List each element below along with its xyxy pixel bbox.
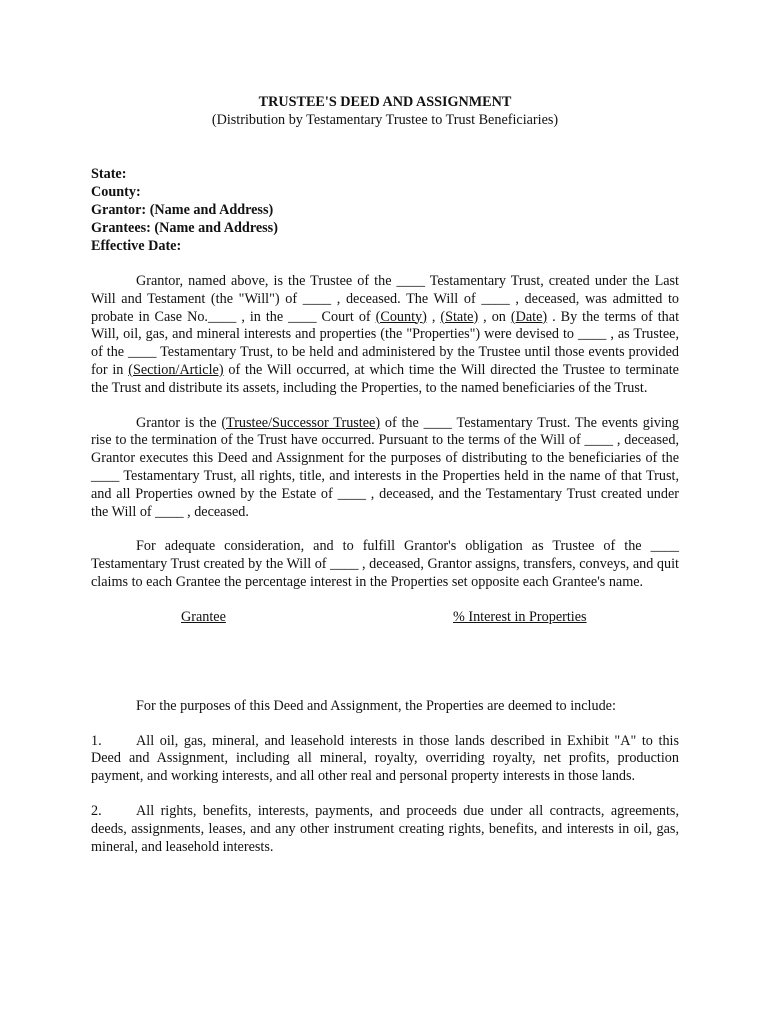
field-county: County: xyxy=(91,184,141,200)
placeholder-state: (State) xyxy=(440,308,479,325)
placeholder-date: (Date) xyxy=(510,308,548,325)
header-fields xyxy=(91,165,679,255)
field-grantees: Grantees: (Name and Address) xyxy=(91,220,278,236)
paragraph-properties-intro: For the purposes of this Deed and Assignment, the Properties are deemed to include: xyxy=(136,697,616,714)
document-subtitle: (Distribution by Testamentary Trustee to Trust Beneficiaries) xyxy=(211,112,559,128)
text-run: Grantor, named above, is the Trustee of the ____ Testamentary Trust, created under the Last Will and Testament (the "Will") of ____ , deceased. The Will of ____ , deceased, was admitted to probate in Case No.____ , in the ____ Court of xyxy=(91,273,679,325)
text-run: of the Will occurred, at which time the Will directed the Trustee to terminate the Trust and distribute its assets, including the Properties, to the named beneficiaries of the Trust. xyxy=(91,361,679,396)
grantee-table-header xyxy=(91,609,679,627)
text-run: Grantor is the xyxy=(136,414,222,431)
field-effective-date: Effective Date: xyxy=(91,238,182,254)
text-run: , on xyxy=(478,308,511,325)
column-header-grantee: Grantee xyxy=(181,608,226,625)
list-item-text: All rights, benefits, interests, payments, and proceeds due under all contracts, agreements, deeds, assignments, leases, and any other instrument creating rights, benefits, and interests in oil, gas, mineral, and leasehold interests. xyxy=(91,802,679,855)
text-run: . By the terms of that Will, oil, gas, and mineral interests and properties (the "Properties") were devised to ____ , as Trustee, of the ____ Testamentary Trust, to be held and administered by the Trustee until those events provided for in xyxy=(91,308,680,378)
field-grantor: Grantor: (Name and Address) xyxy=(91,202,274,218)
text-run: , xyxy=(426,308,441,325)
list-item xyxy=(91,733,679,786)
column-header-interest: % Interest in Properties xyxy=(453,608,587,625)
text-run: of the ____ Testamentary Trust. The events giving rise to the termination of the Trust have occurred. Pursuant to the terms of the Will of ____ , deceased, Grantor executes this Deed and Assignment for the purposes of distributing to the beneficiaries of the ____ Testamentary Trust, all rights, title, and interests in the Properties held in the name of that Trust, and all Properties owned by the Estate of ____ , deceased, and the Testamentary Trust created under the Will of ____ , deceased. xyxy=(91,414,679,520)
field-state: State: xyxy=(91,166,127,182)
placeholder-section-article: (Section/Article) xyxy=(128,361,224,378)
placeholder-county: (County) xyxy=(375,308,427,325)
list-item-number: 2. xyxy=(91,802,102,819)
document-page xyxy=(91,92,679,856)
placeholder-trustee-role: (Trustee/Successor Trustee) xyxy=(221,414,381,431)
list-item-number: 1. xyxy=(91,732,102,749)
paragraph-grantor-role xyxy=(91,415,679,522)
paragraph-recitals xyxy=(91,273,679,398)
paragraph-conveyance: For adequate consideration, and to fulfill Grantor's obligation as Trustee of the ____ Testamentary Trust created by the Will of ____ , deceased, Grantor assigns, transfers, conveys, and quit claims to each Grantee the percentage interest in the Properties set opposite each Grantee's name. xyxy=(91,538,679,590)
list-item xyxy=(91,803,679,856)
list-item-text: All oil, gas, mineral, and leasehold interests in those lands described in Exhibit "A" to this Deed and Assignment, including all mineral, royalty, overriding royalty, net profits, production payment, and working interests, and all other real and personal property interests in those lands. xyxy=(91,732,679,785)
document-title: TRUSTEE'S DEED AND ASSIGNMENT xyxy=(258,94,512,110)
